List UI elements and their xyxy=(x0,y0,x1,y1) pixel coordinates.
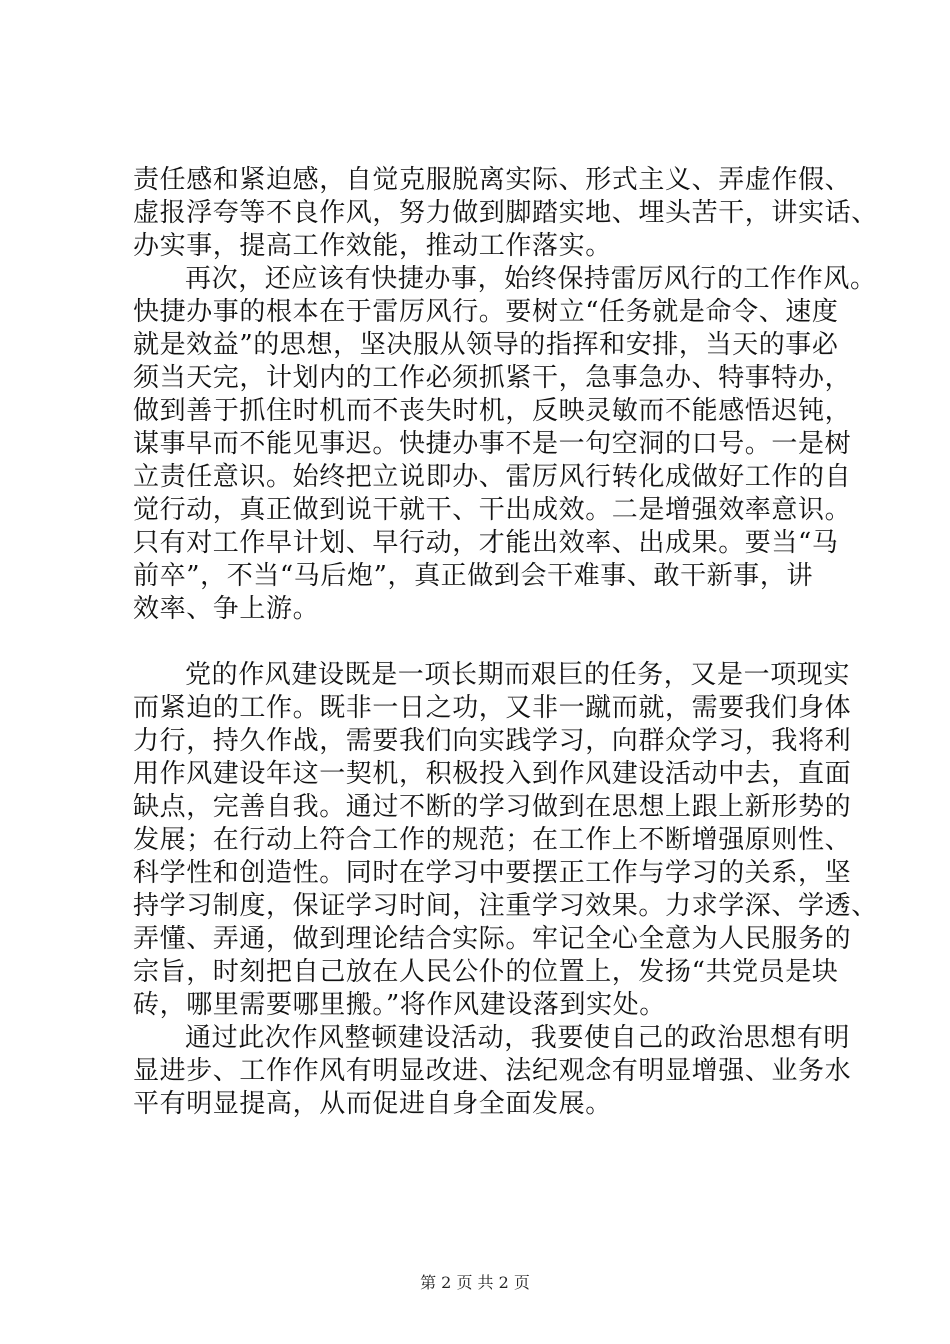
text-line: 责任感和紧迫感，自觉克服脱离实际、形式主义、弄虚作假、 xyxy=(133,165,852,195)
text-line: 前卒”，不当“马后炮”，真正做到会干难事、敢干新事，讲 xyxy=(133,561,814,591)
text-line: 通过此次作风整顿建设活动，我要使自己的政治思想有明 xyxy=(185,1023,851,1053)
paragraph xyxy=(133,1022,852,1121)
text-line xyxy=(133,626,833,659)
text-line: 就是效益”的思想，坚决服从领导的指挥和安排，当天的事必 xyxy=(133,330,839,360)
text-line: 弄懂、弄通，做到理论结合实际。牢记全心全意为人民服务的 xyxy=(133,924,852,954)
text-line: 觉行动，真正做到说干就干、干出成效。二是增强效率意识。 xyxy=(133,495,852,525)
text-line: 持学习制度，保证学习时间，注重学习效果。力求学深、学透、 xyxy=(133,891,878,921)
paragraph xyxy=(133,659,878,1022)
document-body xyxy=(133,164,878,1121)
text-line: 显进步、工作作风有明显改进、法纪观念有明显增强、业务水 xyxy=(133,1056,852,1086)
text-line: 立责任意识。始终把立说即办、雷厉风行转化成做好工作的自 xyxy=(133,462,852,492)
text-line: 平有明显提高，从而促进自身全面发展。 xyxy=(133,1089,612,1119)
text-line: 再次，还应该有快捷办事，始终保持雷厉风行的工作作风。 xyxy=(185,264,877,294)
text-line: 宗旨，时刻把自己放在人民公仆的位置上，发扬“共党员是块 xyxy=(133,957,839,987)
text-line: 办实事，提高工作效能，推动工作落实。 xyxy=(133,231,612,261)
text-line: 发展；在行动上符合工作的规范；在工作上不断增强原则性、 xyxy=(133,825,852,855)
text-line: 效率、争上游。 xyxy=(133,594,320,624)
text-line: 做到善于抓住时机而不丧失时机，反映灵敏而不能感悟迟钝， xyxy=(133,396,852,426)
text-line: 缺点，完善自我。通过不断的学习做到在思想上跟上新形势的 xyxy=(133,792,852,822)
text-line: 只有对工作早计划、早行动，才能出效率、出成果。要当“马 xyxy=(133,528,839,558)
text-line: 党的作风建设既是一项长期而艰巨的任务，又是一项现实 xyxy=(185,660,851,690)
paragraph xyxy=(133,263,877,659)
text-line: 虚报浮夸等不良作风，努力做到脚踏实地、埋头苦干，讲实话、 xyxy=(133,198,878,228)
text-line: 砖，哪里需要哪里搬。”将作风建设落到实处。 xyxy=(133,990,666,1020)
text-line: 快捷办事的根本在于雷厉风行。要树立“任务就是命令、速度 xyxy=(133,297,839,327)
text-line: 而紧迫的工作。既非一日之功，又非一蹴而就，需要我们身体 xyxy=(133,693,852,723)
text-line: 须当天完，计划内的工作必须抓紧干，急事急办、特事特办， xyxy=(133,363,852,393)
page-number: 第 2 页 共 2 页 xyxy=(420,1273,530,1292)
text-line: 谋事早而不能见事迟。快捷办事不是一句空洞的口号。一是树 xyxy=(133,429,852,459)
page-footer xyxy=(0,1273,950,1293)
text-line: 用作风建设年这一契机，积极投入到作风建设活动中去，直面 xyxy=(133,759,852,789)
paragraph xyxy=(133,164,878,263)
text-line: 力行，持久作战，需要我们向实践学习，向群众学习，我将利 xyxy=(133,726,852,756)
text-line: 科学性和创造性。同时在学习中要摆正工作与学习的关系，坚 xyxy=(133,858,852,888)
